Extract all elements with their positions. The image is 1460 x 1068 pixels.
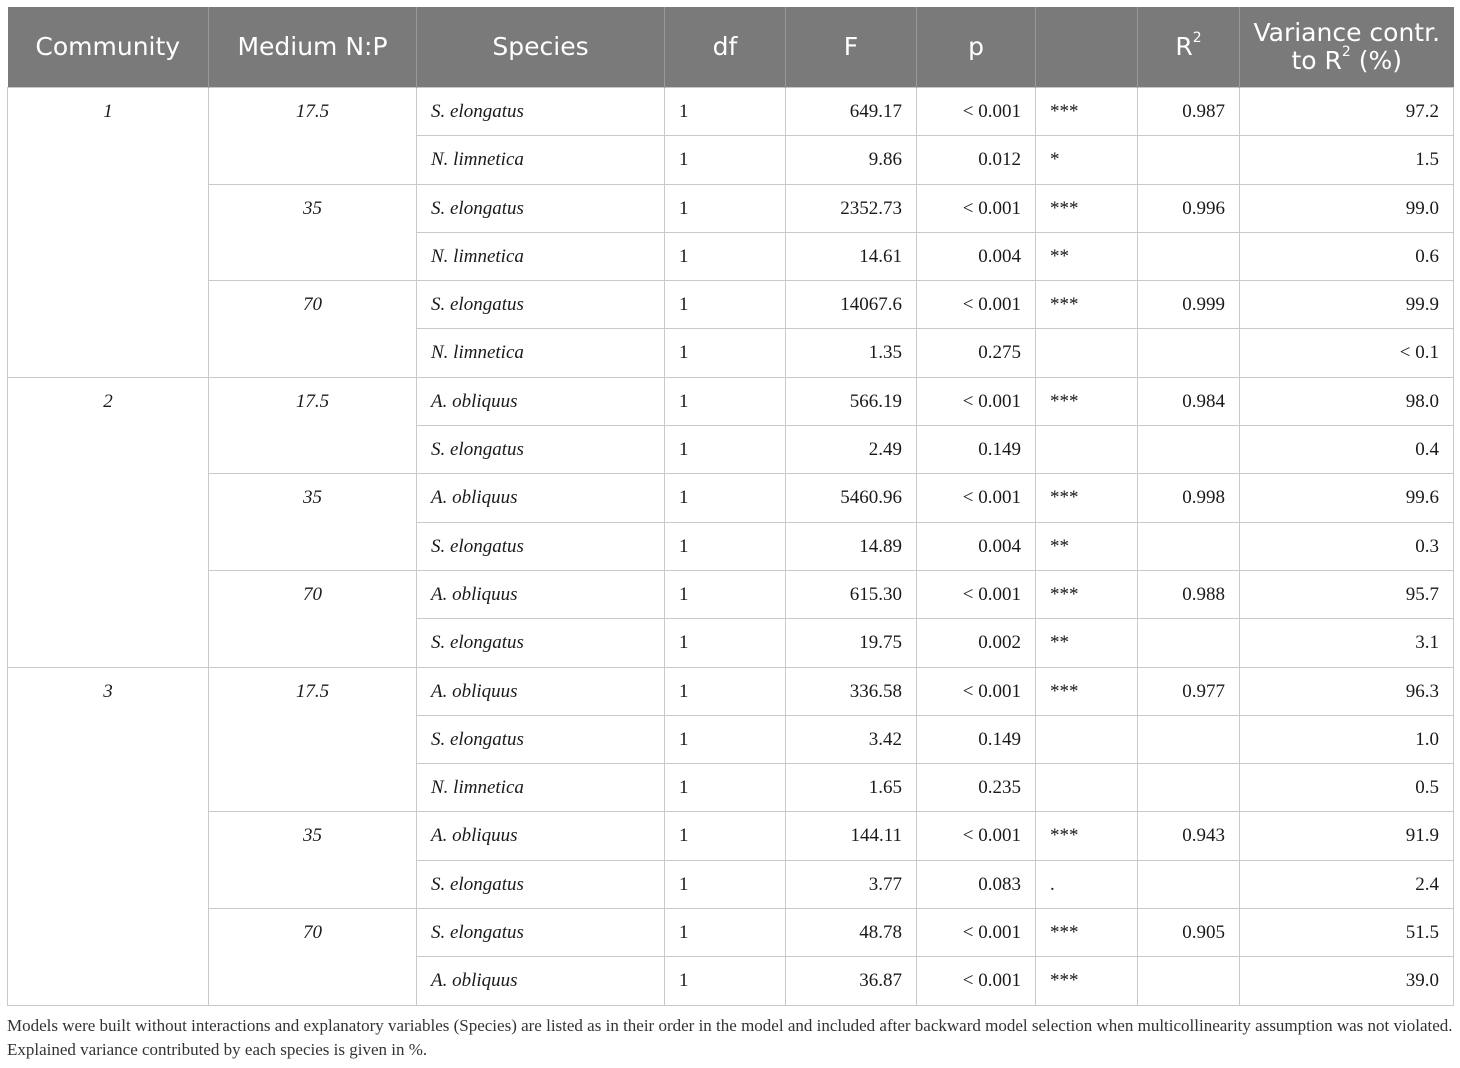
cell-significance: ***	[1036, 909, 1138, 957]
cell-df: 1	[665, 377, 786, 425]
cell-medium: 70	[209, 570, 417, 667]
cell-r2: 0.984	[1138, 377, 1240, 425]
cell-p: < 0.001	[917, 570, 1036, 618]
cell-r2: 0.999	[1138, 281, 1240, 329]
cell-r2	[1138, 329, 1240, 377]
header-r2-sup: 2	[1192, 29, 1202, 46]
cell-f: 649.17	[786, 88, 917, 136]
cell-f: 19.75	[786, 619, 917, 667]
cell-species: A. obliquus	[417, 957, 665, 1005]
cell-p: < 0.001	[917, 957, 1036, 1005]
cell-variance: 99.6	[1240, 474, 1454, 522]
cell-df: 1	[665, 184, 786, 232]
cell-f: 1.35	[786, 329, 917, 377]
header-f: F	[786, 7, 917, 88]
cell-species: N. limnetica	[417, 136, 665, 184]
cell-p: < 0.001	[917, 377, 1036, 425]
cell-r2	[1138, 426, 1240, 474]
cell-species: N. limnetica	[417, 764, 665, 812]
cell-f: 1.65	[786, 764, 917, 812]
cell-medium: 17.5	[209, 88, 417, 185]
anova-table	[7, 7, 1454, 1006]
cell-p: < 0.001	[917, 474, 1036, 522]
cell-df: 1	[665, 329, 786, 377]
cell-significance: ***	[1036, 957, 1138, 1005]
cell-species: S. elongatus	[417, 184, 665, 232]
cell-medium: 35	[209, 474, 417, 571]
cell-variance: 51.5	[1240, 909, 1454, 957]
cell-p: 0.002	[917, 619, 1036, 667]
cell-variance: 0.5	[1240, 764, 1454, 812]
cell-variance: 2.4	[1240, 860, 1454, 908]
table-row	[8, 474, 1454, 522]
cell-species: S. elongatus	[417, 88, 665, 136]
cell-significance: ***	[1036, 570, 1138, 618]
cell-variance: 0.6	[1240, 232, 1454, 280]
cell-medium: 70	[209, 909, 417, 1006]
header-variance-line1: Variance contr.	[1253, 18, 1441, 47]
cell-p: < 0.001	[917, 88, 1036, 136]
cell-p: 0.149	[917, 715, 1036, 763]
cell-significance: ***	[1036, 184, 1138, 232]
cell-significance: ***	[1036, 88, 1138, 136]
cell-variance: 0.4	[1240, 426, 1454, 474]
table-row	[8, 909, 1454, 957]
cell-variance: 3.1	[1240, 619, 1454, 667]
cell-f: 2.49	[786, 426, 917, 474]
cell-variance: 99.9	[1240, 281, 1454, 329]
cell-r2: 0.943	[1138, 812, 1240, 860]
cell-df: 1	[665, 667, 786, 715]
table-footnote: Models were built without interactions and explanatory variables (Species) are listed as in their order in the model and included after backward model selection when multicollinearity assumption was not violated. Explained variance contributed by each species is given in %.	[7, 1016, 1453, 1059]
cell-medium: 17.5	[209, 667, 417, 812]
table-row	[8, 281, 1454, 329]
cell-significance: *	[1036, 136, 1138, 184]
table-row	[8, 377, 1454, 425]
cell-f: 3.42	[786, 715, 917, 763]
cell-significance: **	[1036, 522, 1138, 570]
cell-species: A. obliquus	[417, 667, 665, 715]
cell-r2	[1138, 136, 1240, 184]
cell-p: 0.083	[917, 860, 1036, 908]
cell-df: 1	[665, 232, 786, 280]
cell-f: 336.58	[786, 667, 917, 715]
cell-species: A. obliquus	[417, 570, 665, 618]
cell-df: 1	[665, 88, 786, 136]
cell-r2: 0.977	[1138, 667, 1240, 715]
cell-f: 14.89	[786, 522, 917, 570]
table-row	[8, 570, 1454, 618]
cell-df: 1	[665, 812, 786, 860]
header-p: p	[917, 7, 1036, 88]
cell-f: 36.87	[786, 957, 917, 1005]
table-row	[8, 184, 1454, 232]
cell-f: 615.30	[786, 570, 917, 618]
cell-species: S. elongatus	[417, 619, 665, 667]
cell-species: S. elongatus	[417, 860, 665, 908]
cell-r2: 0.905	[1138, 909, 1240, 957]
cell-significance	[1036, 715, 1138, 763]
cell-df: 1	[665, 136, 786, 184]
cell-f: 9.86	[786, 136, 917, 184]
cell-variance: 39.0	[1240, 957, 1454, 1005]
cell-f: 14.61	[786, 232, 917, 280]
cell-p: < 0.001	[917, 812, 1036, 860]
header-r2	[1138, 7, 1240, 88]
cell-significance: .	[1036, 860, 1138, 908]
cell-df: 1	[665, 860, 786, 908]
cell-species: A. obliquus	[417, 812, 665, 860]
header-variance-line2: to $R^2$ (%)	[1291, 43, 1403, 75]
cell-medium: 17.5	[209, 377, 417, 474]
cell-significance: **	[1036, 619, 1138, 667]
cell-df: 1	[665, 957, 786, 1005]
table-row	[8, 88, 1454, 136]
cell-significance	[1036, 426, 1138, 474]
cell-variance: 98.0	[1240, 377, 1454, 425]
cell-p: 0.149	[917, 426, 1036, 474]
cell-significance: ***	[1036, 474, 1138, 522]
cell-species: S. elongatus	[417, 426, 665, 474]
cell-medium: 35	[209, 184, 417, 281]
anova-table-container	[7, 7, 1453, 1006]
cell-f: 3.77	[786, 860, 917, 908]
header-community: Community	[8, 7, 209, 88]
cell-p: < 0.001	[917, 281, 1036, 329]
cell-df: 1	[665, 570, 786, 618]
cell-p: 0.275	[917, 329, 1036, 377]
cell-df: 1	[665, 281, 786, 329]
cell-f: 144.11	[786, 812, 917, 860]
cell-significance: ***	[1036, 812, 1138, 860]
cell-community: 2	[8, 377, 209, 667]
cell-variance: 99.0	[1240, 184, 1454, 232]
cell-variance: 97.2	[1240, 88, 1454, 136]
cell-r2: 0.996	[1138, 184, 1240, 232]
cell-species: A. obliquus	[417, 474, 665, 522]
cell-significance: ***	[1036, 377, 1138, 425]
cell-f: 5460.96	[786, 474, 917, 522]
cell-r2	[1138, 619, 1240, 667]
cell-p: < 0.001	[917, 184, 1036, 232]
cell-p: < 0.001	[917, 909, 1036, 957]
header-df: df	[665, 7, 786, 88]
cell-f: 14067.6	[786, 281, 917, 329]
cell-df: 1	[665, 764, 786, 812]
cell-variance: 91.9	[1240, 812, 1454, 860]
cell-r2	[1138, 232, 1240, 280]
cell-variance: 95.7	[1240, 570, 1454, 618]
header-row	[8, 7, 1454, 88]
cell-f: 48.78	[786, 909, 917, 957]
header-species: Species	[417, 7, 665, 88]
cell-r2	[1138, 860, 1240, 908]
cell-significance: **	[1036, 232, 1138, 280]
cell-species: S. elongatus	[417, 281, 665, 329]
cell-significance	[1036, 329, 1138, 377]
header-variance-contribution	[1240, 7, 1454, 88]
cell-r2	[1138, 522, 1240, 570]
cell-species: A. obliquus	[417, 377, 665, 425]
cell-p: < 0.001	[917, 667, 1036, 715]
cell-significance	[1036, 764, 1138, 812]
cell-df: 1	[665, 715, 786, 763]
header-medium-np: Medium N:P	[209, 7, 417, 88]
cell-community: 3	[8, 667, 209, 1005]
cell-df: 1	[665, 619, 786, 667]
cell-species: S. elongatus	[417, 909, 665, 957]
cell-community: 1	[8, 88, 209, 378]
cell-df: 1	[665, 522, 786, 570]
table-row	[8, 812, 1454, 860]
cell-medium: 70	[209, 281, 417, 378]
cell-p: 0.004	[917, 522, 1036, 570]
cell-significance: ***	[1036, 667, 1138, 715]
cell-df: 1	[665, 474, 786, 522]
cell-species: N. limnetica	[417, 329, 665, 377]
cell-variance: 1.0	[1240, 715, 1454, 763]
cell-r2	[1138, 957, 1240, 1005]
cell-r2: 0.998	[1138, 474, 1240, 522]
cell-p: 0.235	[917, 764, 1036, 812]
cell-significance: ***	[1036, 281, 1138, 329]
cell-f: 566.19	[786, 377, 917, 425]
cell-f: 2352.73	[786, 184, 917, 232]
cell-r2: 0.988	[1138, 570, 1240, 618]
header-r2-base: R	[1175, 32, 1193, 61]
cell-species: S. elongatus	[417, 522, 665, 570]
cell-p: 0.004	[917, 232, 1036, 280]
cell-p: 0.012	[917, 136, 1036, 184]
table-row	[8, 667, 1454, 715]
cell-species: N. limnetica	[417, 232, 665, 280]
cell-variance: 0.3	[1240, 522, 1454, 570]
cell-r2	[1138, 764, 1240, 812]
cell-variance: 1.5	[1240, 136, 1454, 184]
cell-r2: 0.987	[1138, 88, 1240, 136]
cell-species: S. elongatus	[417, 715, 665, 763]
header-significance	[1036, 7, 1138, 88]
cell-variance: < 0.1	[1240, 329, 1454, 377]
cell-df: 1	[665, 909, 786, 957]
cell-r2	[1138, 715, 1240, 763]
cell-df: 1	[665, 426, 786, 474]
cell-variance: 96.3	[1240, 667, 1454, 715]
cell-medium: 35	[209, 812, 417, 909]
